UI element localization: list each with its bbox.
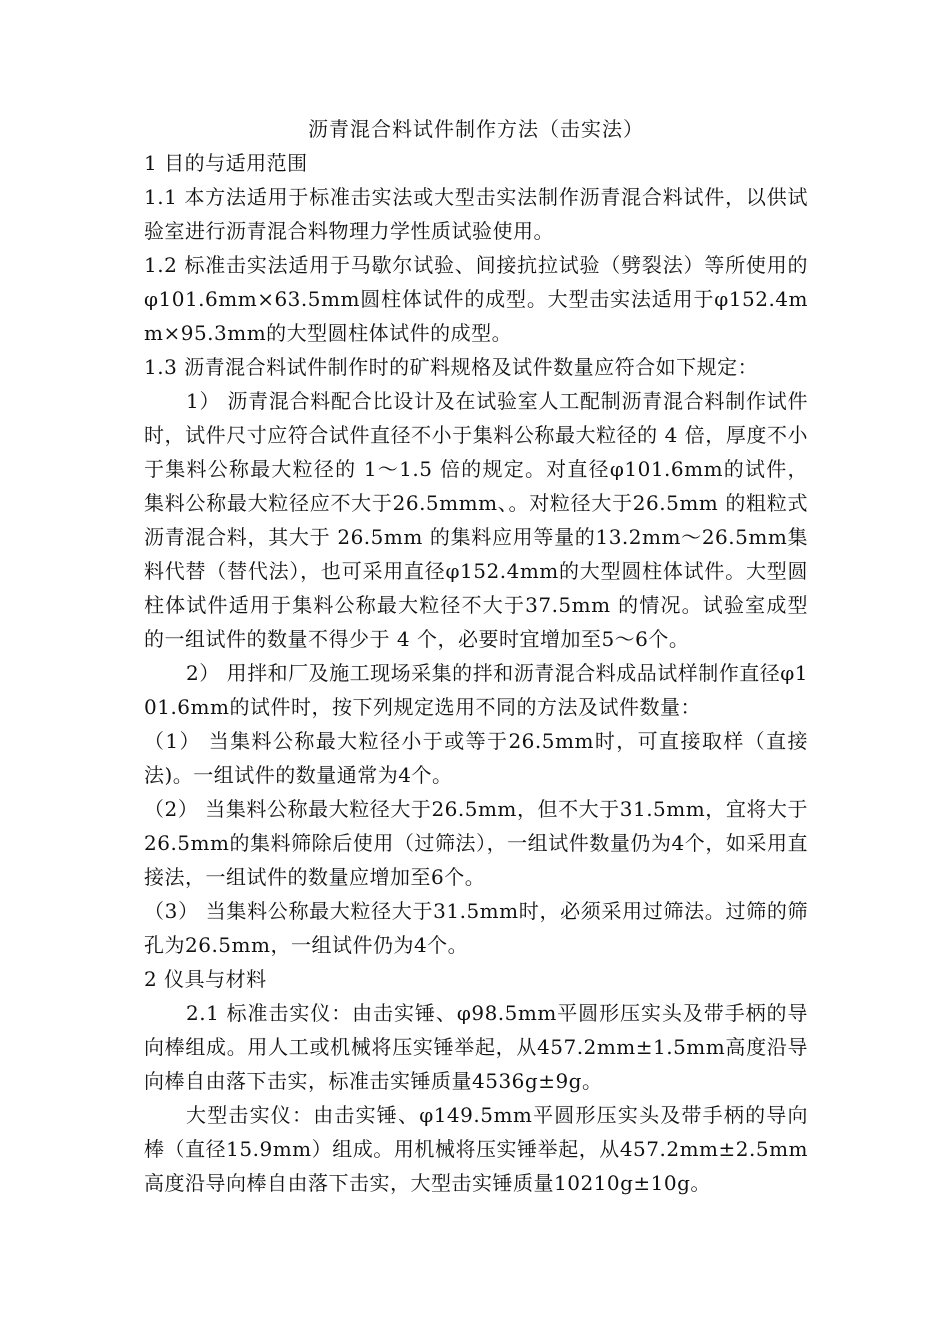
paragraph-1-3: 1.3 沥青混合料试件制作时的矿料规格及试件数量应符合如下规定： bbox=[144, 355, 759, 379]
paragraph-2-1: 2.1 标准击实仪：由击实锤、φ98.5mm平圆形压实头及带手柄的导向棒组成。用人工或机械将压实锤举起，从457.2mm±1.5mm高度沿导向棒自由落下击实，标准击实锤质量4536g±9g。 bbox=[144, 1001, 808, 1093]
paragraph-1-2: 1.2 标准击实法适用于马歇尔试验、间接抗拉试验（劈裂法）等所使用的φ101.6mm×63.5mm圆柱体试件的成型。大型击实法适用于φ152.4mm×95.3mm的大型圆柱体试件的成型。 bbox=[144, 253, 808, 345]
document-title: 沥青混合料试件制作方法（击实法） bbox=[308, 117, 644, 141]
section-heading-apparatus: 2 仪具与材料 bbox=[144, 967, 267, 991]
paragraph-item-2: 2） 用拌和厂及施工现场采集的拌和沥青混合料成品试样制作直径φ101.6mm的试件时，按下列规定选用不同的方法及试件数量： bbox=[144, 661, 808, 719]
paragraph-subitem-1: （1） 当集料公称最大粒径小于或等于26.5mm时，可直接取样（直接法)。一组试件的数量通常为4个。 bbox=[144, 729, 808, 787]
paragraph-item-1: 1） 沥青混合料配合比设计及在试验室人工配制沥青混合料制作试件时，试件尺寸应符合试件直径不小于集料公称最大粒径的 4 倍，厚度不小于集料公称最大粒径的 1～1.5 倍的规定。对直径φ101.6mm的试件，集料公称最大粒径应不大于26.5mmm、。对粒径大于26.5mm 的粗粒式沥青混合料，其大于 26.5mm 的集料应用等量的13.2mm～26.5mm集料代替（替代法），也可采用直径φ152.4mm的大型圆柱体试件。大型圆柱体试件适用于集料公称最大粒径不大于37.5mm 的情况。试验室成型的一组试件的数量不得少于 4 个，必要时宜增加至5～6个。 bbox=[144, 389, 808, 651]
paragraph-1-1: 1.1 本方法适用于标准击实法或大型击实法制作沥青混合料试件，以供试验室进行沥青混合料物理力学性质试验使用。 bbox=[144, 185, 808, 243]
paragraph-subitem-2: （2） 当集料公称最大粒径大于26.5mm，但不大于31.5mm，宜将大于26.5mm的集料筛除后使用（过筛法），一组试件数量仍为4个，如采用直接法，一组试件的数量应增加至6个。 bbox=[144, 797, 808, 889]
paragraph-subitem-3: （3） 当集料公称最大粒径大于31.5mm时，必须采用过筛法。过筛的筛孔为26.5mm，一组试件仍为4个。 bbox=[144, 899, 808, 957]
paragraph-2-1-large: 大型击实仪：由击实锤、φ149.5mm平圆形压实头及带手柄的导向棒（直径15.9mm）组成。用机械将压实锤举起，从457.2mm±2.5mm高度沿导向棒自由落下击实，大型击实锤质量10210g±10g。 bbox=[144, 1103, 808, 1195]
section-heading-purpose: 1 目的与适用范围 bbox=[144, 151, 308, 175]
document-body bbox=[144, 112, 808, 1200]
